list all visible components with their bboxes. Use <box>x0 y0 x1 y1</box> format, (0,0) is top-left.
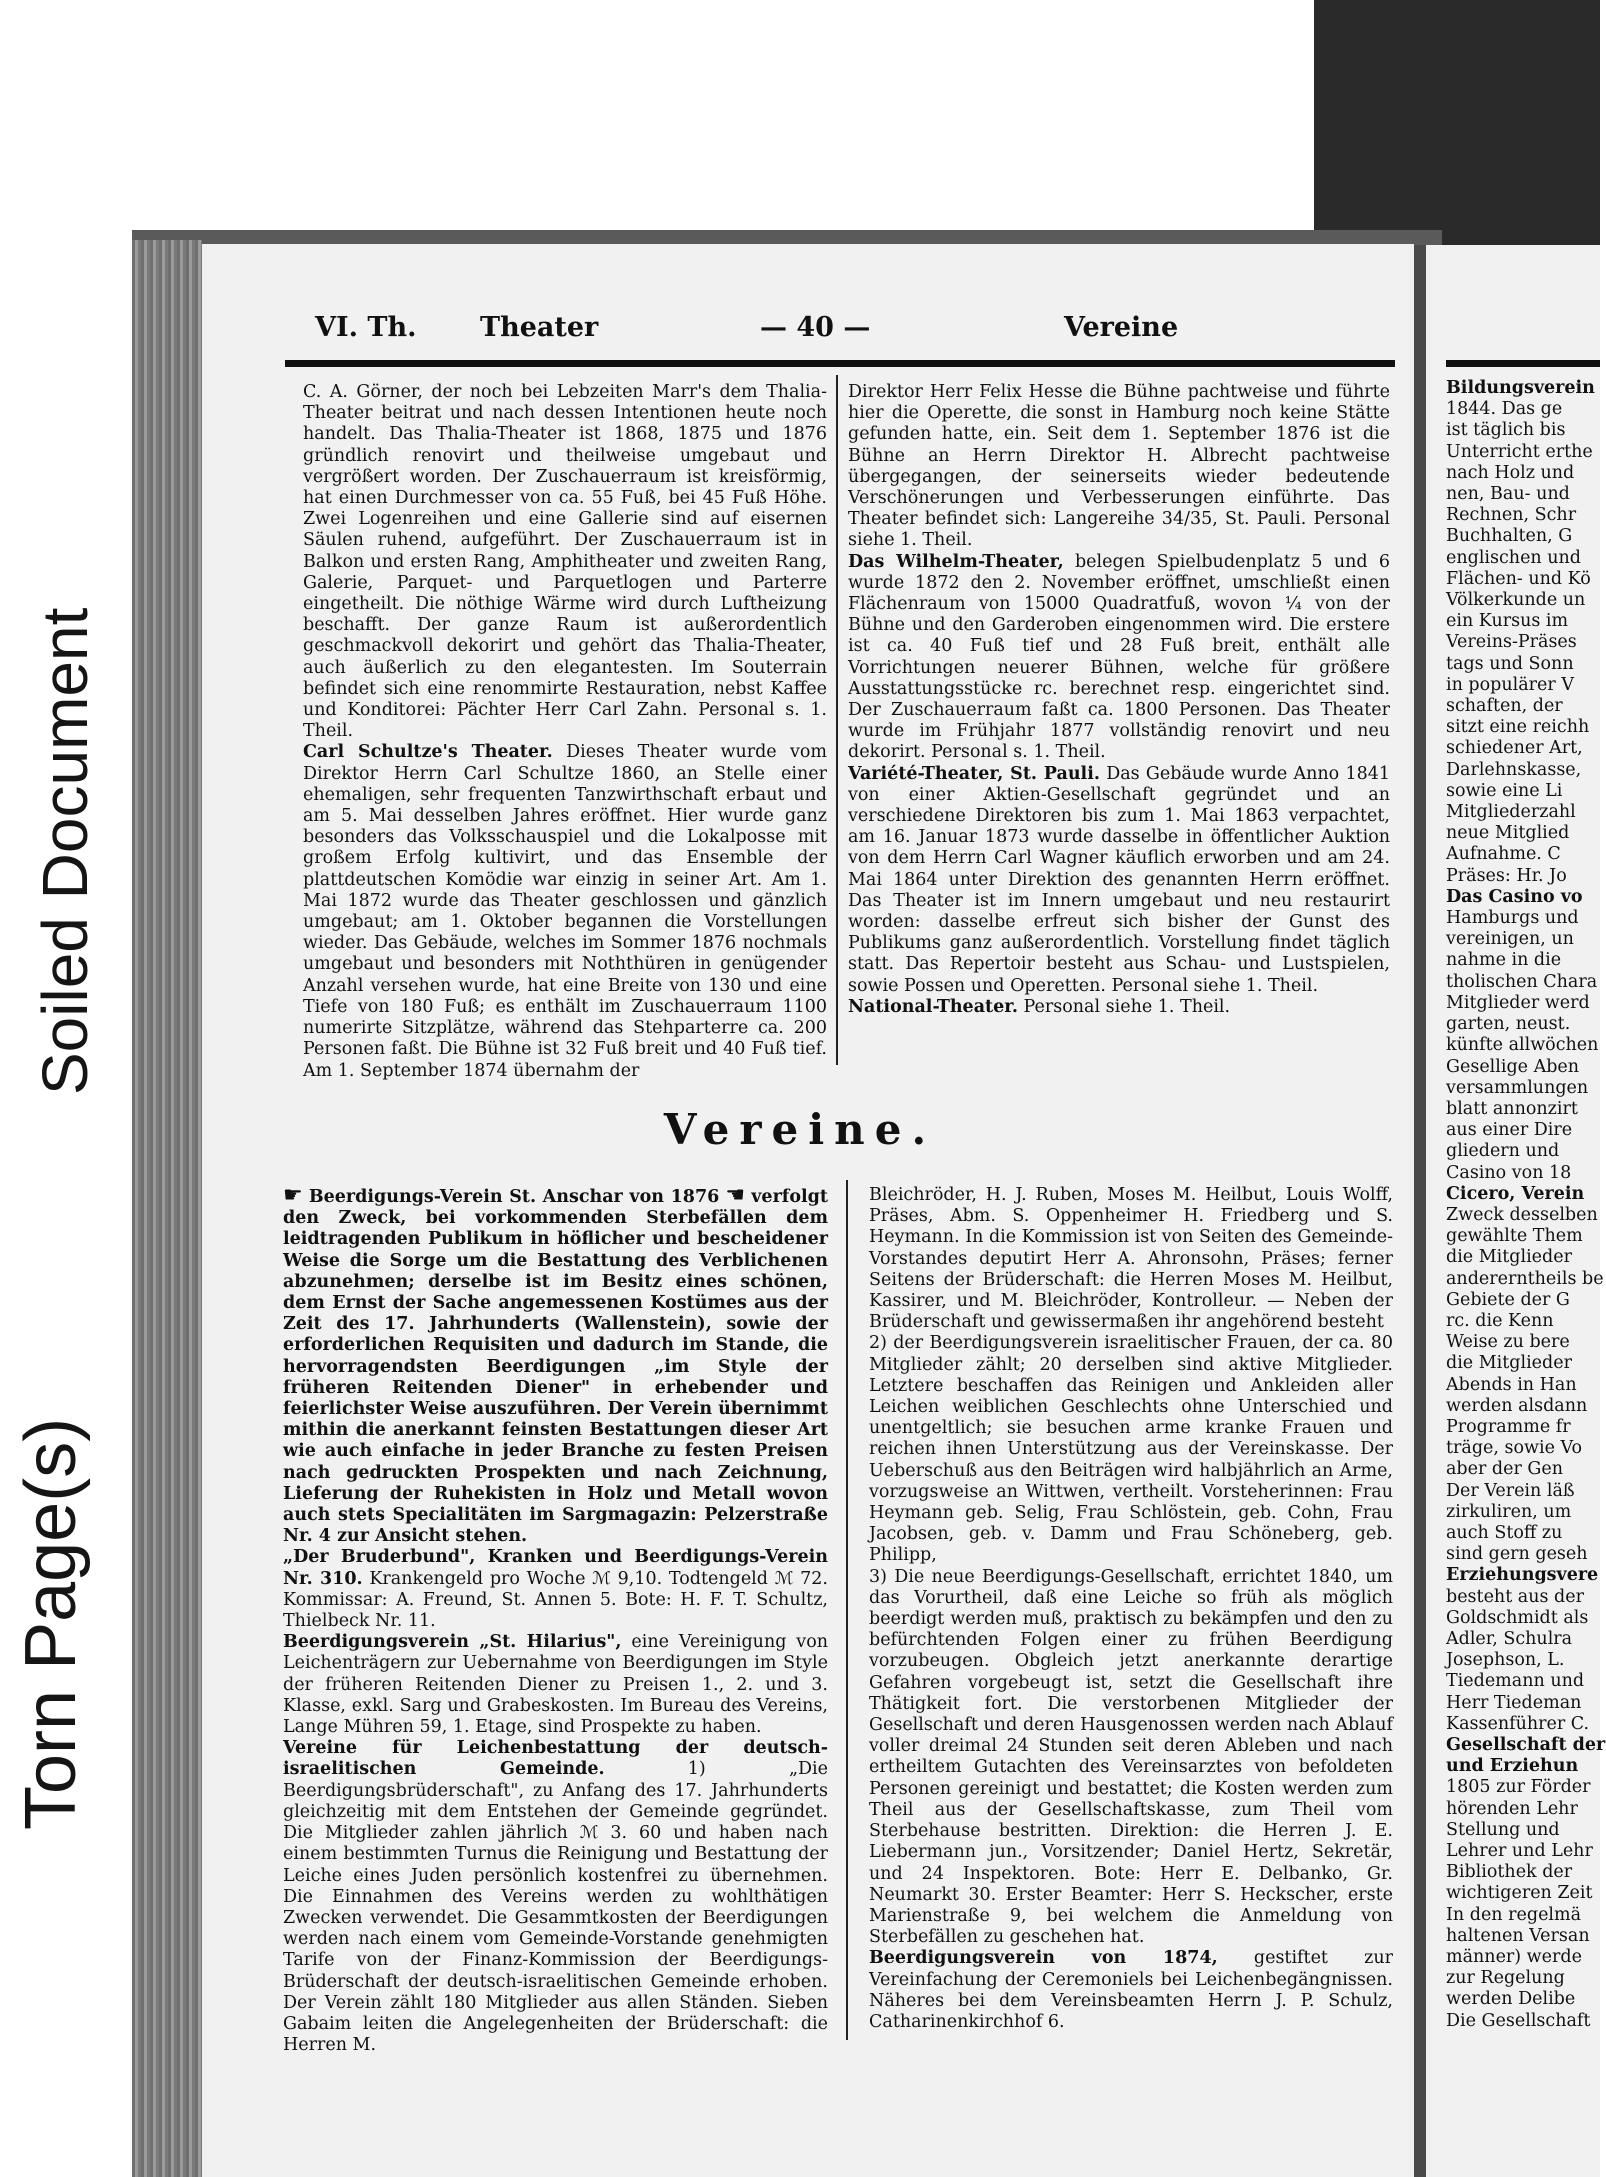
right-page-line: Bildungsverein <box>1446 378 1595 398</box>
right-page-line: nach Holz und <box>1446 462 1575 483</box>
right-page-line: Das Casino vo <box>1446 886 1583 907</box>
b1874-title: Beerdigungsverein von 1874, <box>869 1948 1218 1969</box>
column-divider-bottom <box>846 1180 848 2040</box>
thalia-paragraph: C. A. Görner, der noch bei Lebzeiten Marr's dem Thalia-Theater beitrat und nach dessen Intentionen heute noch handelt. Das Thalia-Theater ist 1868, 1875 und 1876 gründlich renovirt und theilweise umgebaut und vergrößert worden. Der Zuschauerraum ist kreisförmig, hat einen Durchmesser von ca. 55 Fuß, bei 45 Fuß Höhe. Zwei Logenreihen und eine Gallerie sind auf eisernen Säulen ruhend, aufgeführt. Der Zuschauerraum ist in Balkon und ersten Rang, Amphitheater und zweiten Rang, Galerie, Parquet- und Parquetlogen und Parterre eingetheilt. Die nöthige Wärme wird durch Luftheizung beschafft. Der ganze Raum ist außerordentlich geschmackvoll dekorirt und gehört das Thalia-Theater, auch äußerlich zu den elegantesten. Im Souterrain befindet sich eine renommirte Restauration, nebst Kaffee und Konditorei: Pächter Herr Carl Zahn. Personal s. 1. Theil. <box>303 382 827 742</box>
bottom-right-column <box>869 1185 1393 2035</box>
right-page-line: Bibliothek der <box>1446 1862 1573 1883</box>
right-page-line: tholischen Chara <box>1446 971 1598 992</box>
right-page-line: Unterricht erthe <box>1446 441 1593 462</box>
right-page-line: Adler, Schulra <box>1446 1628 1573 1649</box>
neue-gesellschaft-paragraph: 3) Die neue Beerdigungs-Gesellschaft, errichtet 1840, um das Vorurtheil, daß eine Leiche so früh als möglich beerdigt werden muß, praktisch zu bekämpfen und den zu befürchtenden Folgen einer zu frühen Beerdigung vorzubeugen. Obgleich jetzt anerkannte derartige Gefahren vorgebeugt ist, setzt die Gesellschaft ihre Thätigkeit fort. Die verstorbenen Mitglieder der Gesellschaft und deren Hausgenossen werden nach Ablauf voller dreimal 24 Stunden seit deren Ableben und nach ertheiltem Gutachten des Vereinsarztes von befoldeten Personen gereinigt und bestattet; die Kosten werden zum Theil aus der Gesellschaftskasse, zum Theil vom Sterbehause bestritten. Direktion: die Herren J. E. Liebermann jun., Vorsitzender; Daniel Hertz, Sekretär, und 24 Inspektoren. Bote: Herr E. Delbanko, Gr. Neumarkt 30. Erster Beamter: Herr S. Heckscher, erste Marienstraße 9, bei welchem die Anmeldung von Sterbefällen zu geschehen hat. <box>869 1566 1393 1948</box>
right-page-line: Gesellige Aben <box>1446 1056 1580 1077</box>
wilhelm-title: Das Wilhelm-Theater, <box>848 551 1064 572</box>
right-page-header-rule <box>1446 360 1600 367</box>
right-page-line: Gebiete der G <box>1446 1289 1570 1310</box>
header-rule <box>285 360 1395 367</box>
top-left-column <box>303 382 827 1081</box>
varietes-entry <box>848 764 1390 997</box>
right-page-line: 1805 zur Förder <box>1446 1777 1591 1798</box>
leichen-entry <box>283 1738 828 2056</box>
right-page-line: Gesellschaft der <box>1446 1735 1606 1755</box>
right-page-line: 1844. Das ge <box>1446 399 1563 420</box>
right-page-line: Die Gesellschaft <box>1446 2010 1591 2031</box>
page-gutter <box>1414 245 1426 2177</box>
right-page-line: Abends in Han <box>1446 1374 1577 1395</box>
right-page-line: rc. die Kenn <box>1446 1310 1554 1331</box>
right-page-line: zirkuliren, um <box>1446 1501 1572 1522</box>
right-page-line: ein Kursus im <box>1446 611 1569 632</box>
right-page-line: nahme in die <box>1446 950 1562 971</box>
right-page-line: Präses: Hr. Jo <box>1446 865 1567 886</box>
varietes-text: Das Gebäude wurde Anno 1841 von einer Aktien-Gesellschaft gegründet und an verschiedene Direktoren bis zum 1. Mai 1863 verpachtet, am 16. Januar 1873 wurde dasselbe in öffentlicher Auktion von dem Herrn Carl Wagner käuflich erworben und am 24. Mai 1864 unter Direktion des genannten Herrn eröffnet. Das Theater ist im Innern umgebaut und neu restaurirt worden: dasselbe erfreut sich bisher der Gunst des Publikums ganz außerordentlich. Vorstellung findet täglich statt. Das Repertoir besteht aus Schau- und Lustspielen, sowie Possen und Operetten. Personal siehe 1. Theil. <box>848 763 1390 996</box>
right-page-line: auch Stoff zu <box>1446 1522 1563 1543</box>
right-page-line: Völkerkunde un <box>1446 590 1586 611</box>
scan-edge-gap <box>1278 0 1314 240</box>
right-page-line: sind gern geseh <box>1446 1544 1588 1565</box>
right-page-line: künfte allwöchen <box>1446 1035 1599 1056</box>
right-page-fragment-column <box>1446 378 1606 2038</box>
hilarius-entry <box>283 1632 828 1738</box>
wilhelm-text: belegen Spielbudenplatz 5 und 6 wurde 1872 den 2. November eröffnet, umschließt einen Flächenraum von 15000 Quadratfuß, wovon ¼ von der Bühne und den Garderoben eingenommen wird. Die erstere ist ca. 40 Fuß tief und 28 Fuß breit, enthält alle Vorrichtungen neuerer Bühnen, welche für größere Ausstattungsstücke rc. berechnet resp. eingerichtet sind. Der Zuschauerraum faßt ca. 1800 Personen. Das Theater wurde im Frühjahr 1877 vollständig renovirt und neu dekorirt. Personal s. 1. Theil. <box>848 551 1390 763</box>
right-page-line: die Mitglieder <box>1446 1353 1572 1374</box>
right-page-line: haltenen Versan <box>1446 1925 1590 1946</box>
hesse-paragraph: Direktor Herr Felix Hesse die Bühne pachtweise und führte hier die Operette, die sonst in Hamburg noch keine Stätte gefunden hatte, ein. Seit dem 1. September 1876 ist die Bühne an Herrn Direktor H. Albrecht pachtweise übergegangen, der seinerseits wieder bedeutende Verschönerungen und Verbesserungen einführte. Das Theater befindet sich: Langereihe 34/35, St. Pauli. Personal siehe 1. Theil. <box>848 382 1390 551</box>
right-page-line: Tiedemann und <box>1446 1671 1585 1692</box>
carl-schultze-title: Carl Schultze's Theater. <box>303 742 553 763</box>
right-page-line: wichtigeren Zeit <box>1446 1883 1593 1904</box>
right-page-line: englischen und <box>1446 547 1582 568</box>
carl-schultze-text: Dieses Theater wurde vom Direktor Herrn Carl Schultze 1860, an Stelle einer ehemaligen, sehr frequenten Tanzwirthschaft erbaut und am 5. Mai desselben Jahres eröffnet. Hier wurde ganz besonders das Volksschauspiel und die Lokalposse mit großem Erfolg kultivirt, und das Ensemble der plattdeutschen Komödie war einzig in seiner Art. Am 1. Mai 1872 wurde das Theater geschlossen und gänzlich umgebaut; am 1. Oktober begannen die Vorstellungen wieder. Das Gebäude, welches im Sommer 1876 nochmals umgebaut und besonders mit Noththüren in genügender Anzahl versehen wurde, hat eine Breite von 130 und eine Tiefe von 180 Fuß; es enthält im Zuschauerraum 1100 numerirte Sitzplätze, während das Stehparterre ca. 200 Personen faßt. Die Bühne ist 32 Fuß breit und 40 Fuß tief. Am 1. September 1874 übernahm der <box>303 742 827 1081</box>
right-page-line: aber der Gen <box>1446 1459 1564 1480</box>
right-page-line: werden Delibe <box>1446 1989 1576 2010</box>
right-page-line: In den regelmä <box>1446 1904 1582 1925</box>
national-entry <box>848 997 1390 1018</box>
right-page-line: sitzt eine reichh <box>1446 717 1590 738</box>
right-page-line: gewählte Them <box>1446 1226 1583 1247</box>
pointing-hand-left-icon: ☚ <box>725 1183 746 1208</box>
carl-schultze-entry <box>303 742 827 1081</box>
right-page-line: Mitgliederzahl <box>1446 802 1576 823</box>
varietes-title: Variété-Theater, St. Pauli. <box>848 763 1100 784</box>
right-page-line: Buchhalten, G <box>1446 526 1573 547</box>
soiled-document-label: Soiled Document <box>29 607 101 1095</box>
right-page-line: Flächen- und Kö <box>1446 568 1591 589</box>
right-page-line: Rechnen, Schr <box>1446 505 1577 526</box>
column-divider-top <box>836 375 838 1065</box>
leichen-text: 1) „Die Beerdigungsbrüderschaft", zu Anfang des 17. Jahrhunderts gleichzeitig mit dem Entstehen der Gemeinde gegründet. Die Mitglieder zahlen jährlich ℳ 3. 60 und haben nach einem bestimmten Turnus die Reinigung und Bestattung der Leiche eines Juden persönlich kostenfrei zu übernehmen. Die Einnahmen des Vereins werden zu wohlthätigen Zwecken verwendet. Die Gesammtkosten der Beerdigungen werden nach einem vom Gemeinde-Vorstande genehmigten Tarife von der Finanz-Kommission der Beerdigungs-Brüderschaft der deutsch-israelitischen Gemeinde erhoben. Der Verein zählt 180 Mitglieder aus allen Ständen. Sieben Gabaim leiten die Angelegenheiten der Brüderschaft: die Herren M. <box>283 1759 828 2056</box>
right-page-line: in populärer V <box>1446 674 1574 695</box>
right-page-line: zur Regelung <box>1446 1968 1565 1989</box>
ansgar-entry <box>283 1185 828 1547</box>
right-page-line: werden alsdann <box>1446 1395 1588 1416</box>
right-page-line: Hamburgs und <box>1446 908 1579 929</box>
header-left-title: Theater <box>480 312 599 343</box>
right-page-line: Josephson, L. <box>1446 1650 1565 1671</box>
right-page-line: Stellung und <box>1446 1819 1560 1840</box>
right-page-line: männer) werde <box>1446 1947 1582 1968</box>
leichen-title: Vereine für Leichenbestattung der deutsch-israelitischen Gemeinde. <box>283 1738 828 1780</box>
right-page-line: Darlehnskasse, <box>1446 759 1582 780</box>
bruderbund-text: Krankengeld pro Woche ℳ 9,10. Todtengeld ℳ 72. Kommissar: A. Freund, St. Annen 5. Bote: H. F. T. Schultz, Thielbeck Nr. 11. <box>283 1568 828 1632</box>
right-page-line: garten, neust. <box>1446 1014 1571 1035</box>
ansgar-title: Beerdigungs-Verein St. Anschar von 1876 <box>308 1187 720 1207</box>
right-page-line: hörenden Lehr <box>1446 1798 1578 1819</box>
right-page-line: neue Mitglied <box>1446 823 1570 844</box>
right-page-line: Vereins-Präses <box>1446 632 1577 653</box>
right-page-line: blatt annonzirt <box>1446 1098 1578 1119</box>
right-page-line: vereinigen, un <box>1446 929 1574 950</box>
bruderbund-entry <box>283 1547 828 1632</box>
right-page-line: tags und Sonn <box>1446 653 1574 674</box>
right-page-line: Zweck desselben <box>1446 1204 1598 1225</box>
right-page-line: Der Verein läß <box>1446 1480 1575 1501</box>
torn-pages-label: Torn Page(s) <box>11 1417 91 1830</box>
right-page-line: versammlungen <box>1446 1077 1589 1098</box>
right-page-line: Herr Tiedeman <box>1446 1692 1582 1713</box>
section-number: VI. Th. <box>315 312 417 343</box>
brueder-names-paragraph: Bleichröder, H. J. Ruben, Moses M. Heilbut, Louis Wolff, Präses, Abm. S. Oppenheimer H. Friedberg und S. Heymann. In die Kommission ist von Seiten des Gemeinde-Vorstandes deputirt Herr A. Ahronsohn, Präses; ferner Seitens der Brüderschaft: die Herren Moses M. Heilbut, Kassirer, und M. Bleichröder, Kontrolleur. — Neben der Brüderschaft und gewissermaßen ihr angehörend besteht <box>869 1185 1393 1333</box>
frauen-verein-paragraph: 2) der Beerdigungsverein israelitischer Frauen, der ca. 80 Mitglieder zählt; 20 derselben sind aktive Mitglieder. Letztere beschaffen das Reinigen und Ankleiden aller Leichen weiblichen Geschlechts ohne Unterschied und unentgeltlich; sie besuchen arme kranke Frauen und reichen ihnen Unterstützung aus der Vereinskasse. Der Ueberschuß aus den Beiträgen wird halbjährlich an Arme, vorzugsweise an Wittwen, vertheilt. Vorsteherinnen: Frau Heymann geb. Selig, Frau Schlöstein, geb. Cohn, Frau Jacobsen, geb. v. Damm und Frau Schöneberg, geb. Philipp, <box>869 1333 1393 1566</box>
right-page-line: Casino von 18 <box>1446 1162 1572 1183</box>
wilhelm-entry <box>848 552 1390 764</box>
page-number: — 40 — <box>760 312 871 343</box>
right-page-line: Goldschmidt als <box>1446 1607 1589 1628</box>
pointing-hand-icon: ☛ <box>283 1183 303 1208</box>
right-page-line: aus einer Dire <box>1446 1120 1573 1141</box>
bottom-left-column <box>283 1183 828 2056</box>
book-edge-left <box>132 240 202 2177</box>
hilarius-title: Beerdigungsverein „St. Hilarius", <box>283 1632 622 1653</box>
right-page-line: und Erziehun <box>1446 1756 1579 1777</box>
right-page-line: sowie eine Li <box>1446 780 1563 801</box>
scan-edge-top-right <box>1278 0 1600 245</box>
right-page-line: schiedener Art, <box>1446 738 1583 759</box>
right-page-line: Erziehungsvere <box>1446 1565 1599 1586</box>
top-right-column <box>848 382 1390 1065</box>
b1874-text: gestiftet zur Vereinfachung der Ceremoniels bei Leichenbegängnissen. Näheres bei dem Vereinsbeamten Herrn J. P. Schulz, Catharinenkirchhof 6. <box>869 1948 1393 2032</box>
right-page-line: andererntheils be <box>1446 1268 1604 1289</box>
right-page-line: Weise zu bere <box>1446 1332 1570 1353</box>
header-right-title: Vereine <box>1064 312 1179 343</box>
right-page-line: ist täglich bis <box>1446 420 1566 441</box>
right-page-line: Lehrer und Lehr <box>1446 1841 1593 1862</box>
right-page-line: Aufnahme. C <box>1446 844 1561 865</box>
hilarius-text: eine Vereinigung von Leichenträgern zur Uebernahme von Beerdigungen im Style der früheren Reitenden Diener zu Preisen 1., 2. und 3. Klasse, exkl. Sarg und Grabeskosten. Im Bureau des Vereins, Lange Mühren 59, 1. Etage, sind Prospekte zu haben. <box>283 1632 828 1738</box>
right-page-line: Mitglieder werd <box>1446 992 1590 1013</box>
national-title: National-Theater. <box>848 996 1018 1017</box>
right-page-line: besteht aus der <box>1446 1586 1584 1607</box>
right-page-line: nen, Bau- und <box>1446 484 1570 505</box>
right-page-line: Cicero, Verein <box>1446 1183 1585 1204</box>
b1874-entry <box>869 1948 1393 2033</box>
right-page-line: gliedern und <box>1446 1141 1560 1162</box>
right-page-line: die Mitglieder <box>1446 1247 1572 1268</box>
right-page-line: schaften, der <box>1446 696 1563 717</box>
national-text: Personal siehe 1. Theil. <box>1023 996 1231 1017</box>
right-page-line: Kassenführer C. <box>1446 1713 1590 1734</box>
ansgar-text: verfolgt den Zweck, bei vorkommenden Sterbefällen dem leidtragenden Publikum in höflicher und bescheidener Weise die Sorge um die Bestattung des Verblichenen abzunehmen; derselbe ist im Besitz eines schönen, dem Ernst der Sache angemessenen Kostümes aus der Zeit des 17. Jahrhunderts (Wallenstein), sowie der erforderlichen Requisiten und dadurch im Stande, die hervorragendsten Beerdigungen „im Style der früheren Reitenden Diener" in erhebender und feierlichster Weise auszuführen. Der Verein übernimmt mithin die anerkannt feinsten Bestattungen dieser Art wie auch einfache in jeder Branche zu festen Preisen nach gedruckten Prospekten und nach Zeichnung, Lieferung der Ruhekisten in Holz und Metall wovon auch stets Specialitäten im Sargmagazin: Pelzerstraße Nr. 4 zur Ansicht stehen. <box>283 1187 828 1547</box>
right-page-line: träge, sowie Vo <box>1446 1438 1583 1459</box>
bruderbund-title: „Der Bruderbund", Kranken und Beerdigungs-Verein Nr. 310. <box>283 1547 828 1589</box>
section-title: Vereine. <box>663 1105 937 1154</box>
right-page-line: Programme fr <box>1446 1416 1571 1437</box>
